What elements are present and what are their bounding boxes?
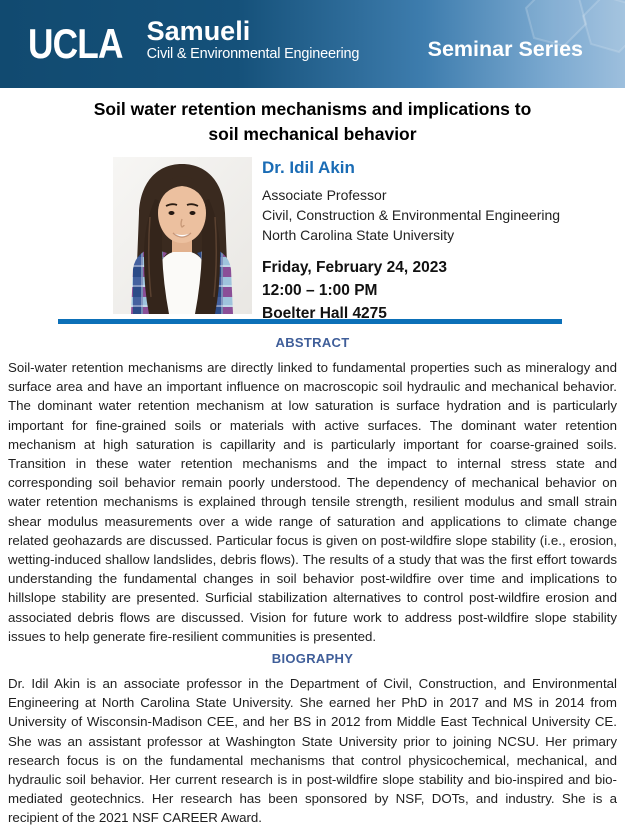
header-banner (0, 0, 625, 88)
department-label: Civil & Environmental Engineering (146, 46, 360, 62)
talk-title-line2: soil mechanical behavior (208, 124, 417, 144)
ucla-logo: UCLA (28, 20, 123, 67)
speaker-position: Associate Professor (262, 187, 387, 203)
event-date: Friday, February 24, 2023 (262, 259, 447, 276)
event-time: 12:00 – 1:00 PM (262, 282, 378, 299)
seminar-series-label: Seminar Series (427, 37, 583, 61)
biography-text: Dr. Idil Akin is an associate professor in the Department of Civil, Construction, and Environmental Engineering at North Carolina State University. She earned her PhD in 2017 and MS in 2014 from University of Wisconsin-Madison CEE, and her BS in 2012 from Middle East Technical University CE. She was an assistant professor at Washington State University prior to joining NCSU. Her primary research focus is on the fundamental mechanisms that control physicochemical, mechanical, and hydraulic soil behavior. Her current research is in post-wildfire slope stability and bio-inspired and bio-mediated geotechnics. Her research has been sponsored by NSF, DOTs, and industry. She is a recipient of the 2021 NSF CAREER Award. (8, 676, 617, 826)
talk-title-line1: Soil water retention mechanisms and implications to (93, 99, 532, 119)
speaker-info (262, 157, 561, 322)
school-logo (28, 16, 360, 67)
event-location: Boelter Hall 4275 (262, 305, 387, 322)
event-details (262, 256, 560, 325)
talk-title (0, 97, 625, 147)
speaker-department: Civil, Construction & Environmental Engineering (262, 207, 561, 223)
speaker-section (0, 157, 625, 322)
samueli-wordmark: Samueli (146, 16, 251, 46)
speaker-photo (113, 157, 252, 314)
speaker-university: North Carolina State University (262, 227, 455, 243)
abstract-text: Soil-water retention mechanisms are directly linked to fundamental properties such as mineralogy and surface area and have an important influence on macroscopic soil hydraulic and mechanical behavior. The dominant water retention mechanism at low saturation is surface hydration and is particularly important for fine-grained soils or materials with active surfaces. The dominant water retention mechanism at high saturation is capillarity and is particularly important for coarse-grained soils. Transition in these water retention mechanisms and the impact to internal stress state and corresponding soil behavior remain poorly understood. The dependency of mechanical behavior on water retention mechanisms is explained through tensile strength, resilient modulus and small strain shear modulus measurements over a wide range of saturation and applications to climate change related geohazards are discussed. Particular focus is given on post-wildfire slope stability (i.e., erosion, wetting-induced shallow landslides, debris flows). The results of a study that was the first effort towards understanding the fundamental changes in soil behavior post-wildfire over time and implications to hillslope stability are presented. Surficial stabilization alternatives to control post-wildfire erosion and associated debris flows are discussed. Vision for future work to address post-wildfire slope stability issues to help generate fire-resilient communities is presented. (8, 360, 617, 644)
speaker-name: Dr. Idil Akin (262, 158, 355, 177)
biography-heading: BIOGRAPHY (271, 651, 354, 667)
abstract-heading: ABSTRACT (275, 335, 350, 350)
